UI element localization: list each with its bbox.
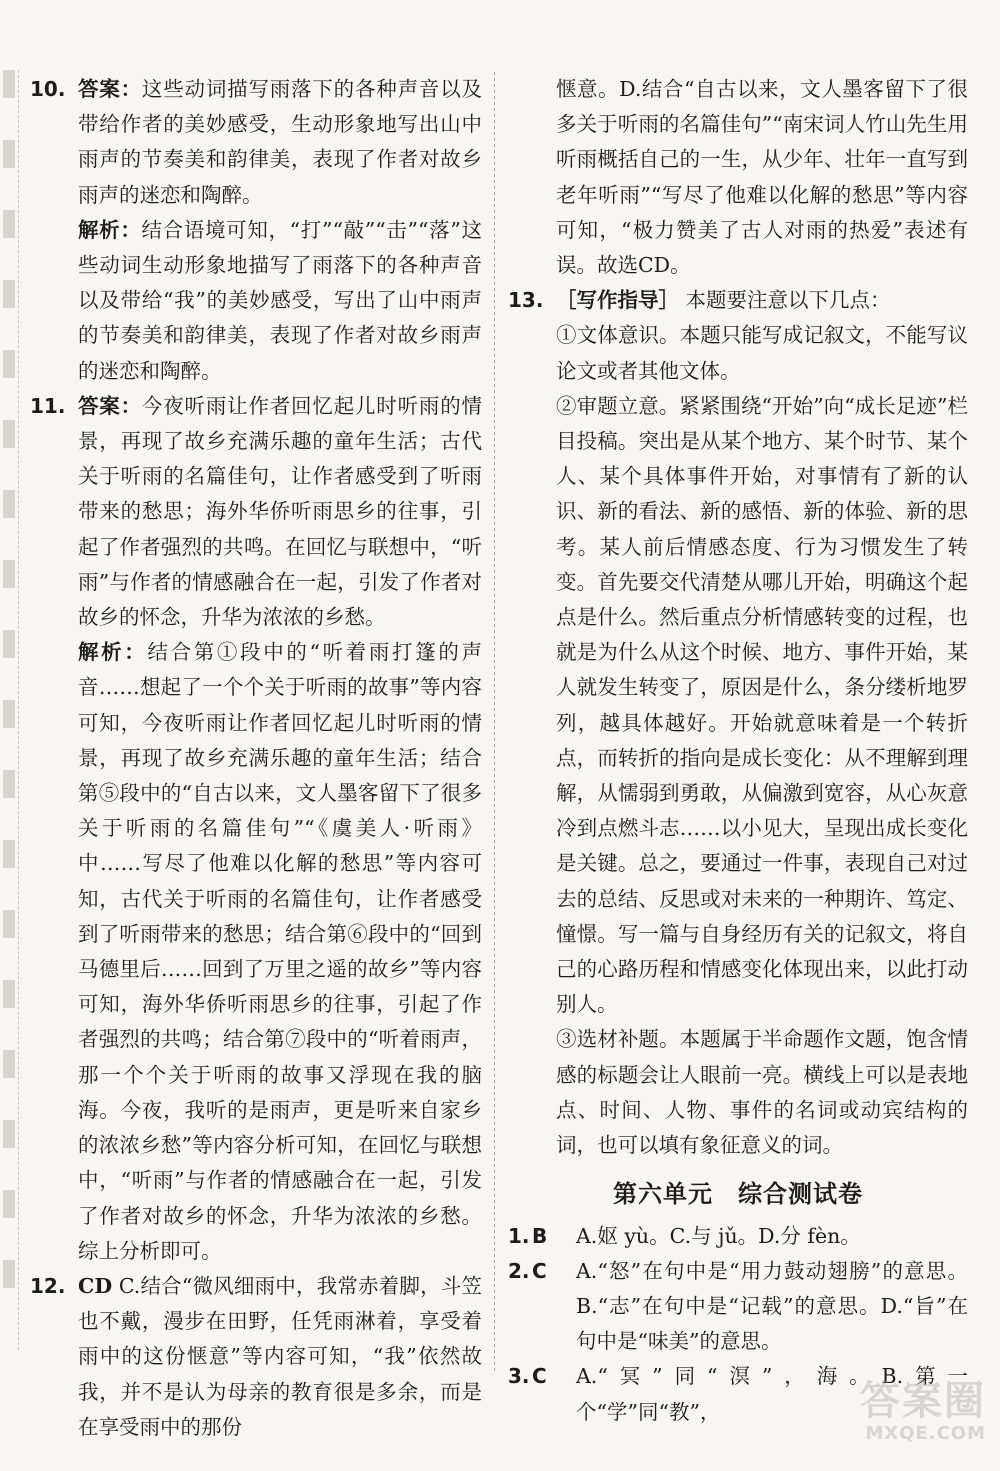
explanation-text: A.“怒”在句中是“用力鼓动翅膀”的意思。B.“志”在句中是“记载”的意思。D.“旨”在句中是“味美”的意思。 bbox=[576, 1258, 968, 1354]
choice-answer: B bbox=[532, 1223, 548, 1248]
answer-label: 答案： bbox=[78, 77, 142, 101]
answer-paragraph bbox=[78, 389, 482, 635]
choice-answer: CD bbox=[78, 1273, 113, 1298]
watermark-logo bbox=[796, 1379, 986, 1457]
guide-point: ③选材补题。本题属于半命题作文题，饱含情感的标题会让人眼前一亮。横线上可以是表地点、时间、人物、事件的名词或动宾结构的词，也可以填有象征意义的词。 bbox=[556, 1027, 968, 1158]
analysis-text: 结合第①段中的“听着雨打篷的声音……想起了一个个关于听雨的故事”等内容可知，今夜听雨让作者回忆起儿时听雨的情景，再现了故乡充满乐趣的童年生活；结合第⑤段中的“自古以来，文人墨客留下了很多关于听雨的名篇佳句”“《虞美人·听雨》中……写尽了他难以化解的愁思”等内容可知，古代关于听雨的名篇佳句，让作者感受到了听雨带来的愁思；结合第⑥段中的“回到马德里后……回到了万里之遥的故乡”等内容可知，海外华侨听雨思乡的往事，引起了作者强烈的共鸣；结合第⑦段中的“听着雨声，那一个个关于听雨的故事又浮现在我的脑海。今夜，我听的是雨声，更是听来自家乡的浓浓乡愁”等内容分析可知，在回忆与联想中，“听雨”与作者的情感融合在一起，引发了作者对故乡的怀念，升华为浓浓的乡愁。综上分析即可。 bbox=[78, 640, 483, 1263]
guide-point: ②审题立意。紧紧围绕“开始”向“成长足迹”栏目投稿。突出是从某个地方、某个时节、某个人、某个具体事件开始，对事情有了新的认识、新的看法、新的感悟、新的体验、新的思考。某人前后情感态度、行为习惯发生了转变。首先要交代清楚从哪儿开始，明确这个起点是什么。然后重点分析情感转变的过程，也就是为什么从这个时候、地方、事件开始，某人就发生转变了，原因是什么，条分缕析地罗列，越具体越好。开始就意味着是一个转折点，而转折的指向是成长变化：从不理解到理解，从懦弱到勇敢，从偏激到宽容，从心灰意冷到点燃斗志……以小见大，呈现出成长变化是关键。总之，要通过一件事，表现自己对过去的总结、反思或对未来的一种期许、笃定、憧憬。写一篇与自身经历有关的记叙文，将自己的心路历程和情感变化体现出来，以此打动别人。 bbox=[556, 393, 968, 1017]
answer-text: 这些动词描写雨落下的各种声音以及带给作者的美妙感受，生动形象地写出山中雨声的节奏美和韵律美，表现了作者对故乡雨声的迷恋和陶醉。 bbox=[78, 77, 483, 207]
question-12-continued bbox=[508, 72, 968, 283]
watermark-url: MXQE.COM bbox=[865, 1423, 986, 1444]
answer-text: 今夜听雨让作者回忆起儿时听雨的情景，再现了故乡充满乐趣的童年生活；古代关于听雨的名篇佳句，让作者感受到了听雨带来的愁思；海外华侨听雨思乡的往事，引起了作者强烈的共鸣。在回忆与联想中，“听雨”与作者的情感融合在一起，引发了作者对故乡的怀念，升华为浓浓的乡愁。 bbox=[78, 393, 483, 630]
question-number: 12. bbox=[30, 1273, 66, 1298]
right-column bbox=[508, 72, 968, 1430]
guide-intro bbox=[556, 283, 968, 318]
binding-margin bbox=[0, 70, 19, 1350]
left-column bbox=[30, 72, 482, 1445]
analysis-label: 解析： bbox=[78, 640, 148, 665]
question-number: 2. bbox=[508, 1258, 530, 1283]
mc-question-1 bbox=[508, 1219, 968, 1254]
guide-intro-text: 本题要注意以下几点： bbox=[685, 288, 891, 313]
analysis-paragraph bbox=[78, 213, 482, 389]
analysis-label: 解析： bbox=[78, 217, 142, 242]
answer-text: C.结合“微风细雨中，我常赤着脚，斗笠也不戴，漫步在田野，任凭雨淋着，享受着雨中的这份惬意”等内容可知，“我”依然故我，并不是认为母亲的教育很是多余，而是在享受雨中的那份 bbox=[78, 1273, 482, 1439]
guide-point: ①文体意识。本题只能写成记叙文，不能写议论文或者其他文体。 bbox=[556, 323, 968, 383]
question-12 bbox=[30, 1269, 482, 1445]
question-number: 11. bbox=[30, 393, 66, 418]
explanation-text: A.“冥”同“溟”，海。B.第一个“学”同“教”， bbox=[576, 1364, 968, 1424]
explanation-text: A.妪 yù。C.与 jǔ。D.分 fèn。 bbox=[576, 1223, 861, 1248]
question-11 bbox=[30, 389, 482, 1269]
guide-label: ［写作指导］ bbox=[556, 288, 679, 313]
question-number: 10. bbox=[30, 77, 66, 101]
choice-answer: C bbox=[532, 1258, 547, 1283]
question-10 bbox=[30, 72, 482, 389]
watermark-text: 答案圈 bbox=[860, 1378, 986, 1424]
question-number: 13. bbox=[508, 288, 544, 313]
analysis-text: 结合语境可知，“打”“敲”“击”“落”这些动词生动形象地描写了雨落下的各种声音以及带给“我”的美妙感受，写出了山中雨声的节奏美和韵律美，表现了作者对故乡雨声的迷恋和陶醉。 bbox=[78, 217, 482, 383]
question-13 bbox=[508, 283, 968, 1163]
continued-text: 惬意。D.结合“自古以来，文人墨客留下了很多关于听雨的名篇佳句”“南宋词人竹山先生用听雨概括自己的一生，从少年、壮年一直写到老年听雨”“写尽了他难以化解的愁思”等内容可知，“极力赞美了古人对雨的热爱”表述有误。故选CD。 bbox=[556, 77, 968, 278]
answer-paragraph bbox=[78, 72, 482, 213]
section-title: 第六单元 综合测试卷 bbox=[613, 1180, 863, 1209]
mc-question-2 bbox=[508, 1254, 968, 1360]
column-divider bbox=[494, 72, 495, 1372]
question-number: 1. bbox=[508, 1223, 530, 1248]
question-number: 3. bbox=[508, 1364, 530, 1389]
choice-answer: C bbox=[532, 1364, 547, 1389]
answer-paragraph bbox=[78, 1269, 482, 1445]
analysis-paragraph bbox=[78, 635, 482, 1269]
answer-label: 答案： bbox=[78, 393, 142, 418]
